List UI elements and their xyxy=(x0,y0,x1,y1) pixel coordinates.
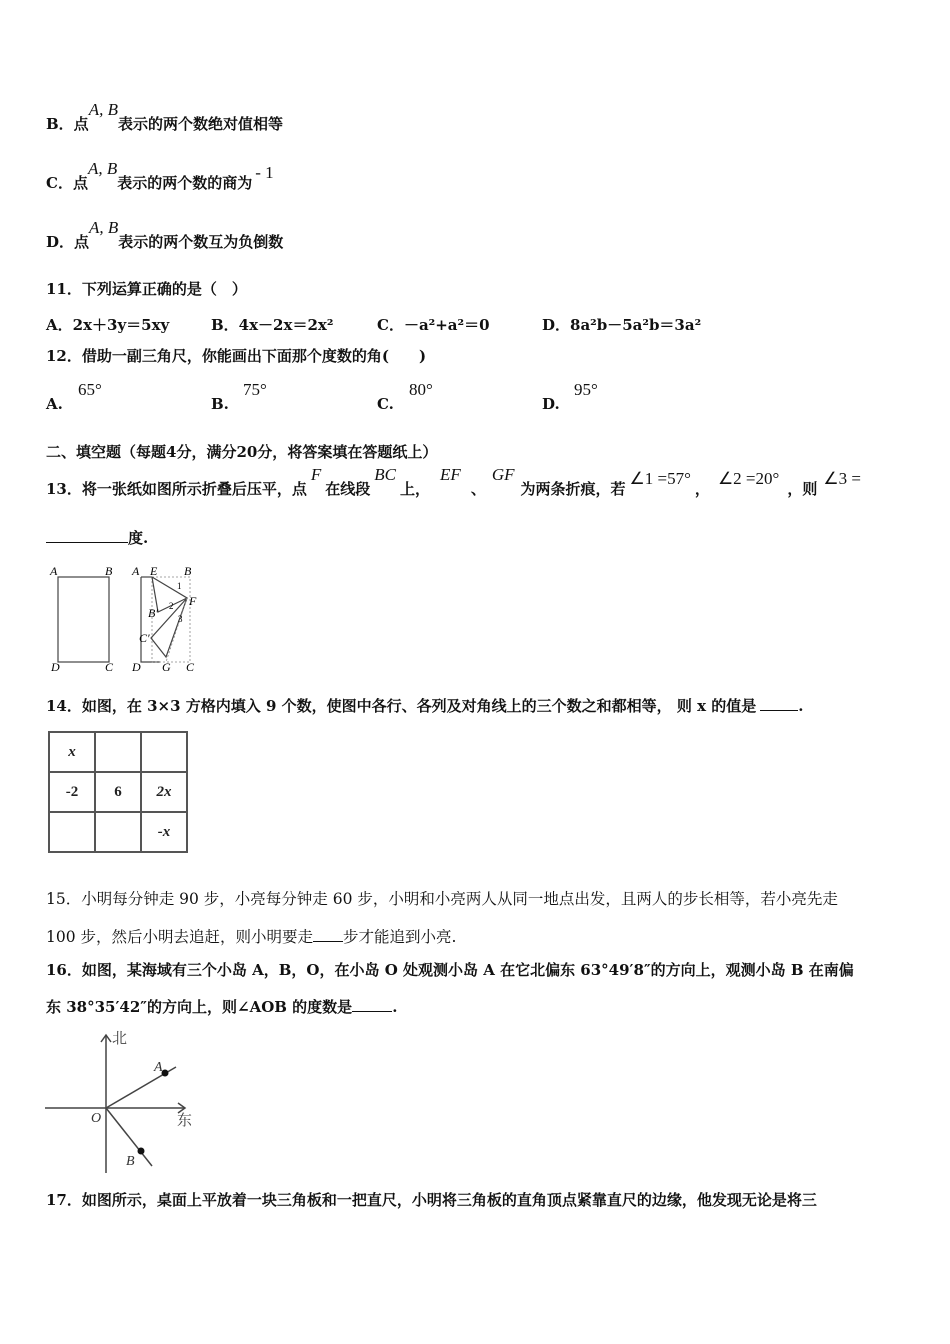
label-c: C xyxy=(105,660,114,674)
option-label: D. xyxy=(542,395,560,413)
q13-figure xyxy=(44,560,204,675)
answer-blank[interactable] xyxy=(352,997,392,1012)
option-value: 75° xyxy=(243,380,267,399)
grid-row xyxy=(49,772,187,812)
option-label: A. xyxy=(46,395,63,413)
point-f: F xyxy=(310,465,322,484)
q10-option-c xyxy=(46,159,274,193)
answer-blank[interactable] xyxy=(313,927,343,942)
label-a: A xyxy=(154,1060,163,1075)
q16-line1: 16．如图，某海域有三个小岛 A，B，O，在小岛 O 处观测小岛 A 在它北偏东 63°49′8″的方向上，观测小岛 B 在南偏 xyxy=(46,961,854,979)
label-e: E xyxy=(150,564,158,578)
q16-line2 xyxy=(46,997,397,1017)
option-value: 80° xyxy=(409,380,433,399)
label-b: B xyxy=(105,564,113,578)
points-ab: A, B xyxy=(89,218,119,237)
points-ab: A, B xyxy=(87,159,118,178)
points-ab: A, B xyxy=(88,100,118,119)
angle-3: ∠3 = xyxy=(823,469,861,488)
option-value: 65° xyxy=(78,380,102,399)
grid-row xyxy=(49,732,187,772)
north-label: 北 xyxy=(112,1031,128,1047)
grid-row xyxy=(49,812,187,852)
label-cp: C′ xyxy=(139,631,150,645)
grid-cell: -x xyxy=(141,812,187,852)
q13-part: 上， xyxy=(400,480,431,498)
option-label: B．点 xyxy=(46,115,89,133)
q15-line1: 15．小明每分钟走 90 步，小亮每分钟走 60 步，小明和小亮两人从同一地点出发，且两人的步长相等，若小亮先走 xyxy=(46,890,838,908)
magic-square-grid xyxy=(48,731,188,853)
q12-option-b xyxy=(211,380,267,413)
label-b2: B xyxy=(184,564,192,578)
section-heading: 二、填空题（每题4分，满分20分，将答案填在答题纸上） xyxy=(46,443,438,461)
q16-compass-figure xyxy=(40,1025,210,1175)
grid-cell xyxy=(49,812,95,852)
q13-part: ，则 xyxy=(787,480,818,498)
grid-cell xyxy=(95,732,141,772)
option-text: 表示的两个数绝对值相等 xyxy=(117,115,283,133)
q12-option-d xyxy=(542,380,598,413)
q10-option-b xyxy=(46,100,283,134)
east-label: 东 xyxy=(177,1113,193,1129)
q14-text xyxy=(46,696,804,716)
q13-part: 为两条折痕，若 xyxy=(520,480,626,498)
option-value: 95° xyxy=(574,380,598,399)
label-d2: D xyxy=(132,660,141,674)
grid-cell xyxy=(141,732,187,772)
option-label: D．点 xyxy=(46,233,90,251)
q14-question: 14．如图，在 3×3 方格内填入 9 个数，使图中各行、各列及对角线上的三个数之和都相等， 则 x 的值是 xyxy=(46,697,757,715)
segment-bc: BC xyxy=(374,465,397,484)
q13-tail: 度. xyxy=(128,529,149,547)
q15-part: 步才能追到小亮. xyxy=(343,928,457,946)
angle-1: ∠1 =57° xyxy=(629,469,691,488)
option-label: C．点 xyxy=(46,174,88,192)
angle-mark-3: 3 xyxy=(178,614,183,624)
label-c2: C xyxy=(186,660,195,674)
q10-option-d xyxy=(46,218,284,252)
crease-gf: GF xyxy=(491,465,515,484)
crease-ef: EF xyxy=(440,465,461,484)
grid-cell xyxy=(95,812,141,852)
label-b: B xyxy=(126,1154,135,1169)
label-a: A xyxy=(50,564,58,578)
q11-option-c: C．－a²+a²＝0 xyxy=(377,316,490,334)
q13-part: 、 xyxy=(470,480,486,498)
answer-blank[interactable] xyxy=(760,696,798,711)
grid-cell: -2 xyxy=(49,772,95,812)
label-d: D xyxy=(51,660,60,674)
quotient-value: - 1 xyxy=(255,163,274,182)
q12-option-a xyxy=(46,380,102,413)
q11-stem: 11．下列运算正确的是（ ） xyxy=(46,280,247,298)
grid-cell: 6 xyxy=(95,772,141,812)
option-label: C. xyxy=(377,395,394,413)
q11-option-d: D．8a²b－5a²b＝3a² xyxy=(542,316,702,334)
q13-part: ， xyxy=(694,480,710,498)
label-a2: A xyxy=(132,564,140,578)
angle-2: ∠2 =20° xyxy=(717,469,780,488)
label-f: F xyxy=(189,594,197,608)
q15-line2 xyxy=(46,927,456,947)
option-label: B. xyxy=(211,395,229,413)
point-b xyxy=(138,1148,145,1155)
q11-option-b: B．4x－2x＝2x² xyxy=(211,316,334,334)
q16-end: . xyxy=(392,998,398,1016)
grid-cell: 2x xyxy=(141,772,187,812)
option-text: 表示的两个数互为负倒数 xyxy=(118,233,284,251)
option-text: 表示的两个数的商为 xyxy=(117,174,253,192)
paper-rect xyxy=(58,577,109,662)
q16-part: 东 38°35′42″的方向上，则∠AOB 的度数是 xyxy=(46,998,353,1016)
label-g: G xyxy=(162,660,171,674)
grid-cell: x xyxy=(49,732,95,772)
answer-blank[interactable] xyxy=(46,528,128,543)
q12-stem: 12．借助一副三角尺，你能画出下面那个度数的角( ) xyxy=(46,347,427,365)
q13-part: 13．将一张纸如图所示折叠后压平，点 xyxy=(46,480,307,498)
label-o: O xyxy=(91,1111,102,1126)
q11-option-a: A．2x＋3y＝5xy xyxy=(46,316,170,334)
q12-option-c xyxy=(377,380,433,413)
q15-part: 100 步，然后小明去追赶，则小明要走 xyxy=(46,928,314,946)
q17-line1: 17．如图所示，桌面上平放着一块三角板和一把直尺，小明将三角板的直角顶点紧靠直尺的边缘，他发现无论是将三 xyxy=(46,1191,817,1209)
q13-part: 在线段 xyxy=(325,480,371,498)
q13-text xyxy=(46,465,861,499)
q14-end: . xyxy=(798,697,804,715)
label-bp: B′ xyxy=(148,606,158,620)
angle-mark-2: 2 xyxy=(169,601,174,611)
angle-mark-1: 1 xyxy=(177,581,182,591)
q13-answer-line xyxy=(46,528,148,548)
